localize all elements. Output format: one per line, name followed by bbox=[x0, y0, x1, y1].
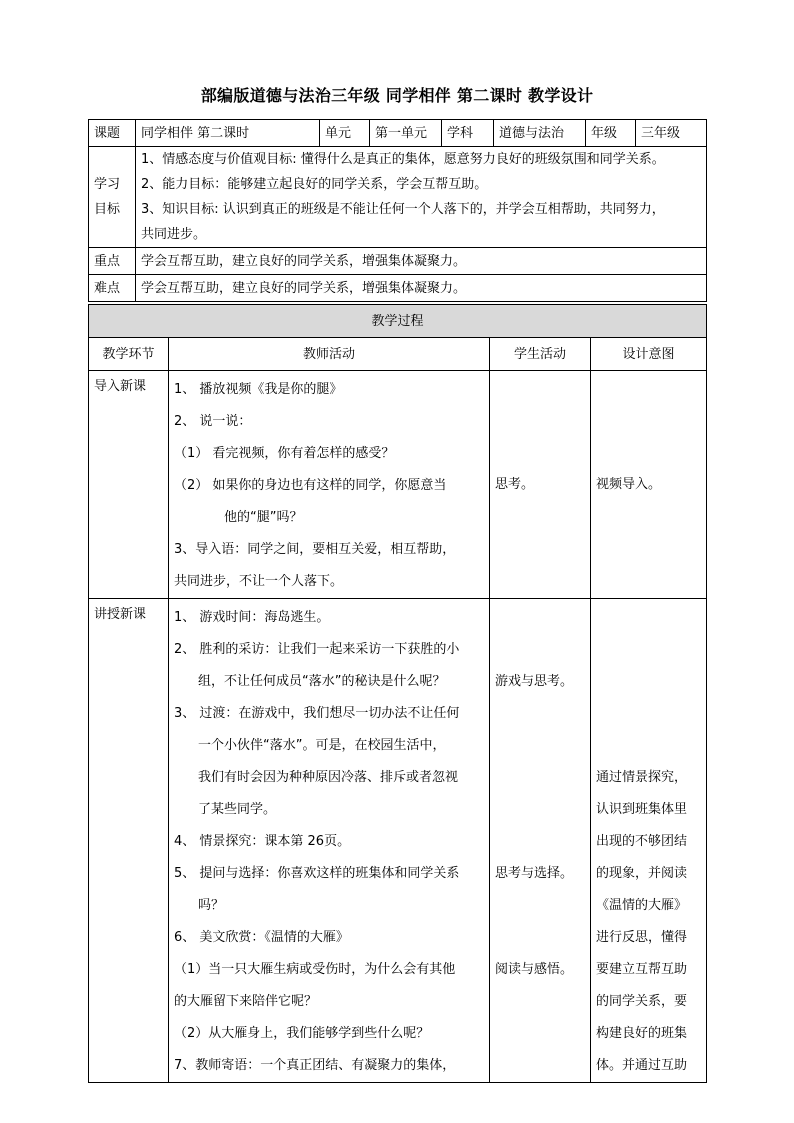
subject-value: 道德与法治 bbox=[494, 120, 586, 147]
document-title: 部编版道德与法治三年级 同学相伴 第二课时 教学设计 bbox=[200, 86, 594, 105]
new-student-line: 阅读与感悟。 bbox=[495, 962, 574, 977]
objective-line: 2、能力目标：能够建立起良好的同学关系，学会互帮互助。 bbox=[141, 177, 488, 192]
intro-teacher-line: 1、 播放视频《我是你的腿》 bbox=[174, 382, 343, 397]
objective-line: 共同进步。 bbox=[141, 227, 207, 242]
intro-teacher-line: 他的“腿”吗？ bbox=[224, 510, 303, 525]
header-intent: 设计意图 bbox=[591, 338, 707, 371]
process-section-title: 教学过程 bbox=[89, 305, 707, 338]
intro-teacher-line: 2、 说一说： bbox=[174, 414, 252, 429]
key-point-value: 学会互帮互助，建立良好的同学关系，增强集体凝聚力。 bbox=[136, 248, 707, 275]
new-intent-line: 体。并通过互助 bbox=[596, 1058, 688, 1073]
difficulty-row bbox=[89, 275, 707, 302]
difficulty-value: 学会互帮互助，建立良好的同学关系，增强集体凝聚力。 bbox=[136, 275, 707, 302]
teaching-process-table bbox=[88, 304, 707, 1083]
objectives-label bbox=[89, 147, 136, 248]
process-header-row bbox=[89, 338, 707, 371]
topic-label: 课题 bbox=[89, 120, 136, 147]
new-intent-line: 的同学关系，要 bbox=[596, 994, 688, 1009]
new-teacher-line: 2、 胜利的采访：让我们一起来采访一下获胜的小 bbox=[174, 642, 460, 657]
new-teacher-line: 4、 情景探究：课本第 26页。 bbox=[174, 834, 351, 849]
new-teacher-line: 1、 游戏时间：海岛逃生。 bbox=[174, 610, 330, 625]
new-student-line: 游戏与思考。 bbox=[495, 674, 574, 689]
new-intent-line: 出现的不够团结 bbox=[596, 834, 688, 849]
process-title-row bbox=[89, 305, 707, 338]
new-lesson-teacher-activity bbox=[169, 599, 490, 1083]
intro-student-activity: 思考。 bbox=[490, 371, 591, 599]
objective-line: 3、知识目标: 认识到真正的班级是不能让任何一个人落下的，并学会互相帮助，共同努力， bbox=[141, 202, 665, 217]
new-teacher-line: 6、 美文欣赏：《温情的大雁》 bbox=[174, 930, 349, 945]
key-point-label: 重点 bbox=[89, 248, 136, 275]
intro-teacher-line: 3、导入语：同学之间，要相互关爱，相互帮助， bbox=[174, 542, 456, 557]
new-teacher-line: 7、教师寄语：一个真正团结、有凝聚力的集体， bbox=[174, 1058, 456, 1073]
objectives-content bbox=[136, 147, 707, 248]
new-teacher-line: 3、 过渡：在游戏中，我们想尽一切办法不让任何 bbox=[174, 706, 460, 721]
new-lesson-design-intent bbox=[591, 599, 707, 1083]
intro-teacher-line: （1） 看完视频，你有着怎样的感受？ bbox=[174, 446, 395, 461]
new-teacher-line: 我们有时会因为种种原因冷落、排斥或者忽视 bbox=[198, 770, 459, 785]
new-lesson-stage: 讲授新课 bbox=[89, 599, 169, 1083]
objectives-row bbox=[89, 147, 707, 248]
new-intent-line: 的现象，并阅读 bbox=[596, 866, 688, 881]
new-intent-line: 进行反思，懂得 bbox=[596, 930, 688, 945]
new-intent-line: 《温情的大雁》 bbox=[596, 898, 688, 913]
difficulty-label: 难点 bbox=[89, 275, 136, 302]
header-stage: 教学环节 bbox=[89, 338, 169, 371]
grade-value: 三年级 bbox=[636, 120, 707, 147]
objectives-label-line1: 学习 bbox=[94, 177, 121, 192]
key-point-row bbox=[89, 248, 707, 275]
new-teacher-line: 5、 提问与选择：你喜欢这样的班集体和同学关系 bbox=[174, 866, 460, 881]
topic-value: 同学相伴 第二课时 bbox=[136, 120, 320, 147]
new-intent-line: 认识到班集体里 bbox=[596, 802, 688, 817]
new-teacher-line: （2）从大雁身上，我们能够学到些什么呢？ bbox=[174, 1026, 430, 1041]
subject-label: 学科 bbox=[442, 120, 494, 147]
new-lesson-student-activity bbox=[490, 599, 591, 1083]
intro-teacher-activity bbox=[169, 371, 490, 599]
unit-label: 单元 bbox=[320, 120, 370, 147]
header-teacher: 教师活动 bbox=[169, 338, 490, 371]
new-intent-line: 通过情景探究， bbox=[596, 770, 688, 785]
grade-label: 年级 bbox=[586, 120, 636, 147]
new-teacher-line: 一个小伙伴“落水”。可是，在校园生活中， bbox=[198, 738, 446, 753]
new-teacher-line: 组，不让任何成员“落水”的秘诀是什么呢？ bbox=[198, 674, 446, 689]
new-lesson-row bbox=[89, 599, 707, 1083]
new-teacher-line: 的大雁留下来陪伴它呢？ bbox=[174, 994, 318, 1009]
info-row bbox=[89, 120, 707, 147]
intro-design-intent: 视频导入。 bbox=[591, 371, 707, 599]
lesson-info-table bbox=[88, 119, 707, 302]
unit-value: 第一单元 bbox=[370, 120, 442, 147]
new-intent-line: 构建良好的班集 bbox=[596, 1026, 688, 1041]
intro-stage: 导入新课 bbox=[89, 371, 169, 599]
new-intent-line: 要建立互帮互助 bbox=[596, 962, 688, 977]
intro-row bbox=[89, 371, 707, 599]
intro-teacher-line: 共同进步，不让一个人落下。 bbox=[174, 574, 344, 589]
new-teacher-line: 了某些同学。 bbox=[198, 802, 277, 817]
new-student-line: 思考与选择。 bbox=[495, 866, 574, 881]
intro-teacher-line: （2） 如果你的身边也有这样的同学，你愿意当 bbox=[174, 478, 447, 493]
new-teacher-line: 吗？ bbox=[198, 898, 225, 913]
new-teacher-line: （1）当一只大雁生病或受伤时，为什么会有其他 bbox=[174, 962, 456, 977]
objectives-label-line2: 目标 bbox=[94, 202, 121, 217]
header-student: 学生活动 bbox=[490, 338, 591, 371]
objective-line: 1、情感态度与价值观目标: 懂得什么是真正的集体，愿意努力良好的班级氛围和同学关系。 bbox=[141, 152, 665, 167]
